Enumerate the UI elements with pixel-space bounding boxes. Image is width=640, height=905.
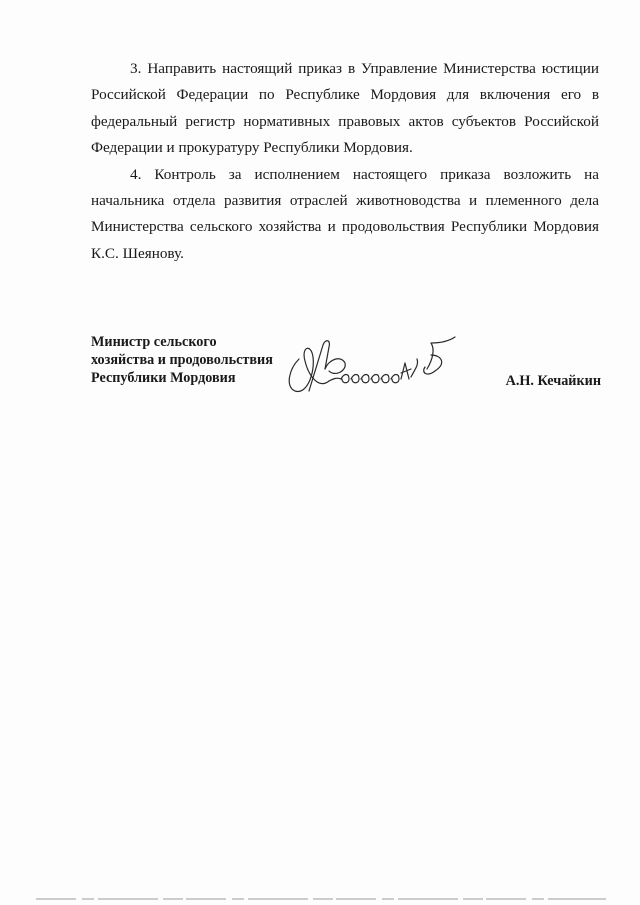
scan-edge-artifact [36,895,606,903]
handwritten-signature [285,329,465,401]
signatory-title-line: Министр сельского [91,334,217,350]
paragraph-3: 3. Направить настоящий приказ в Управление Министерства юстиции Российской Федерации по Республике Мордовия для включения его в федеральный регистр нормативных правовых актов субъектов Российской Федерации и прокуратуру Республики Мордовия. [91,60,599,157]
signatory-title-line: хозяйства и продовольствия [91,352,273,368]
signatory-name: А.Н. Кечайкин [505,373,601,389]
signature-block [91,333,601,403]
paragraph-4: 4. Контроль за исполнением настоящего приказа возложить на начальника отдела развития отраслей животноводства и племенного дела Министерства сельского хозяйства и продовольствия Республики Мордовия К.С. Шеянову. [91,165,599,262]
signatory-title-line: Республики Мордовия [91,370,236,386]
signatory-title [91,333,273,387]
document-body [91,56,599,267]
